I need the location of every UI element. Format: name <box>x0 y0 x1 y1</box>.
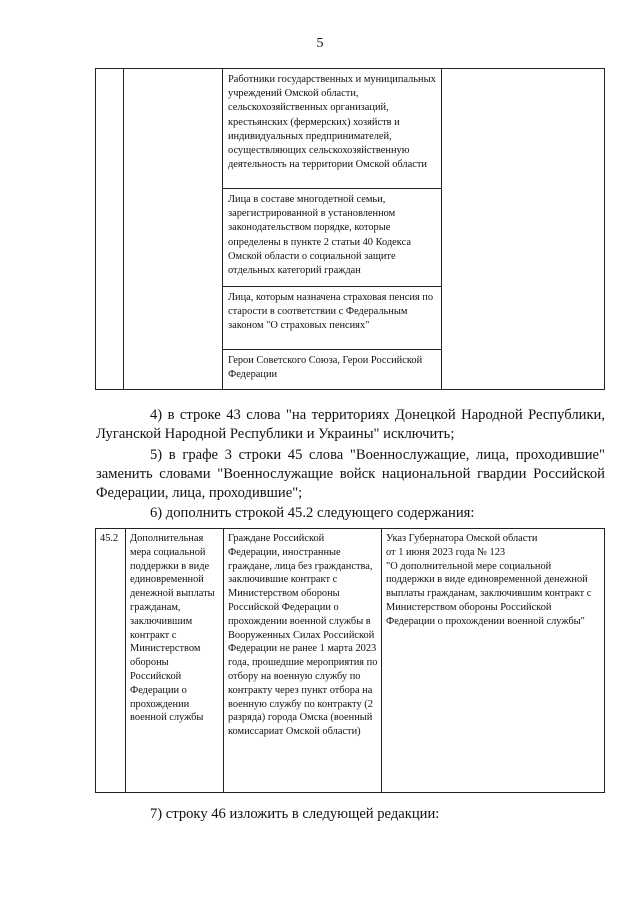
table-row <box>126 529 224 793</box>
row-number: 45.2 <box>100 533 119 544</box>
paragraph-line: 4) в строке 43 слова "на территориях Донецкой Народной Республики, <box>150 407 605 423</box>
table-new-row <box>95 528 605 793</box>
table-row <box>223 350 442 390</box>
table-continuation <box>95 68 605 390</box>
basis-line: от 1 июня 2023 года № 123 <box>386 546 506 558</box>
table-cell-basis <box>442 69 605 390</box>
paragraph-line: 5) в графе 3 строки 45 слова "Военнослужащие, лица, проходившие" <box>150 447 605 463</box>
paragraph-line: Федерации, лица, проходившие"; <box>96 485 303 501</box>
table-row <box>223 287 442 350</box>
recipients-text: Лица в составе многодетной семьи, зарегистрированной в установленном законодательством порядке, которые определены в пункте 2 статьи 40 Кодекса Омской области о социальной защите отдельных категорий граждан <box>228 194 411 277</box>
table-row <box>224 529 382 793</box>
basis-line: Указ Губернатора Омской области <box>386 533 538 544</box>
paragraph-line: заменить словами "Военнослужащие войск национальной гвардии Российской <box>96 466 605 482</box>
basis-text <box>382 529 604 632</box>
paragraph-line: Луганской Народной Республики и Украины" исключить; <box>96 426 455 442</box>
basis-line: "О дополнительной мере социальной поддержки в виде единовременной денежной выплаты гражданам, заключившим контракт с Министерством обороны Российской Федерации о прохождении военной службы" <box>386 560 592 627</box>
table-row <box>382 529 605 793</box>
table-row <box>223 189 442 287</box>
recipients-text: Работники государственных и муниципальных учреждений Омской области, сельскохозяйственных организаций, крестьянских (фермерских) хозяйств и индивидуальных предпринимателей, осуществляющих сельскохозяйственную деятельность на территории Омской области <box>228 74 436 171</box>
paragraph-line: 7) строку 46 изложить в следующей редакции: <box>150 806 440 822</box>
table-row <box>223 69 442 189</box>
recipients-text: Граждане Российской Федерации, иностранные граждане, лица без гражданства, заключившие контракт с Министерством обороны Российской Федерации о прохождении военной службы в Вооруженных Силах Российской Федерации не ранее 1 марта 2023 года, прошедшие мероприятия по отбору на военную службу по контракту через пункт отбора на военную службу по контракту (2 разряда) города Омска (военный комиссариат Омской области) <box>228 533 378 738</box>
table-cell-number <box>96 69 124 390</box>
recipients-text: Герои Советского Союза, Герои Российской Федерации <box>228 355 423 381</box>
page-number: 5 <box>316 36 324 51</box>
measure-text: Дополнительная мера социальной поддержки в виде единовременной денежной выплаты гражданам, заключившим контракт с Министерством обороны Российской Федерации о прохождении военной службы <box>130 533 215 724</box>
table-row <box>96 529 126 793</box>
paragraph-line: 6) дополнить строкой 45.2 следующего содержания: <box>150 505 475 521</box>
recipients-text: Лица, которым назначена страховая пенсия по старости в соответствии с Федеральным законом "О страховых пенсиях" <box>228 292 434 332</box>
table-cell-measure <box>124 69 223 390</box>
